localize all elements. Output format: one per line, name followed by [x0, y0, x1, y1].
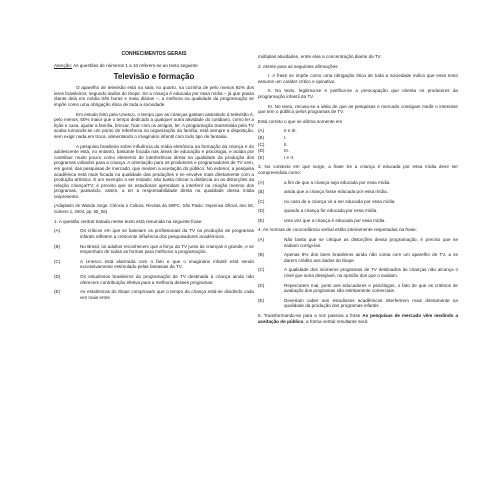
q4-option-a[interactable]	[258, 237, 458, 248]
option-text: III.	[284, 148, 290, 154]
q2-option-d[interactable]	[258, 148, 458, 154]
question-2-stem: 2. Atente para as seguintes afirmações:	[258, 63, 339, 69]
question-4-stem: 4. As normas de concordância verbal estão inteiramente respeitadas na frase:	[258, 227, 417, 233]
q2-statement-iii	[258, 104, 458, 115]
question-1-stem: 1. A questão central tratada nesse texto está resumida na seguinte frase:	[54, 218, 203, 224]
statement-text: A frase se impõe como uma obrigação ética de toda a sociedade indica que esse texto assume um caráter crítico e opinativo.	[258, 73, 458, 84]
right-column	[258, 54, 458, 328]
q5-stem-end: , a forma verbal resultante será:	[303, 318, 369, 324]
option-text: I e II.	[284, 154, 295, 160]
option-text: Deveriam caber aos estudiosos acadêmicos interferirem mais diretamente na qualidade da produção dos programas infantis.	[284, 297, 458, 309]
q1-option-c[interactable]	[54, 259, 254, 270]
q1-option-e-continuation: múltiplas atividades, entre elas a concentração diante da TV.	[258, 54, 382, 59]
q2-statement-i	[258, 73, 458, 84]
question-5-stem	[258, 313, 458, 324]
option-text: Os críticos em que se baseiam os profissionais da TV na produção de programas infantis refletem a crescente influência dos pesquisadores acadêmicos.	[80, 228, 254, 240]
option-key: (A)	[54, 228, 61, 234]
option-text: Os estudiosos brasileiros da programação de TV destinada à criança ainda não oferecem contribuição efetiva para a melhoria desses programas.	[80, 274, 254, 285]
option-text: a fim de que a criança seja educada por essa mídia.	[284, 179, 391, 185]
option-key: (D)	[54, 274, 61, 280]
q2-option-b[interactable]	[258, 135, 458, 141]
option-text: Repercutem mal, junto aos educadores e psicólogos, o fato de que os critérios de avaliação dos programas são estritamente comerciais.	[284, 282, 458, 294]
q4-option-b[interactable]	[258, 252, 458, 263]
q4-option-e[interactable]	[258, 298, 458, 309]
option-key: (C)	[258, 198, 265, 204]
option-text: No Brasil, os adultos reconhecem que a força da TV junto às crianças é grande, e se empenham de todas as formas para melhorar a programação.	[80, 243, 254, 255]
section-title: CONHECIMENTOS GERAIS	[121, 51, 187, 57]
statement-text: No texto, legitima-se e justifica-se a preocupação que orienta os produtores da programação infantil da TV.	[258, 88, 458, 99]
option-text: A qualidade dos inúmeros programas de TV destinados às crianças não alcança o nível que seria desejável, na opinião dos que o avaliam.	[284, 267, 458, 279]
q2-option-e[interactable]	[258, 155, 458, 161]
option-text: As estatísticas do Ibope comprovam que o tempo da criança está-se dividindo cada vez mais entre	[80, 289, 254, 300]
q2-prompt: Está correto o que se afirma somente em	[258, 118, 343, 124]
statement-number: I.	[268, 73, 271, 79]
q5-stem-start: 5. Transformando-se para a voz passiva a frase	[258, 313, 363, 318]
paragraph-2: Em estudo feito pela Unesco, o tempo que as crianças gastam assistindo à televisão é, pelo menos, 50% maior que o tempo dedicado a qualquer outra atividade do cotidiano, como ler a lição e casa, ajudar a família, brincar, ficar com os amigos, ler. A programação transmitida pela TV acaba tornando-se um ponto de referência na organização da família, está sempre a disposição, sem exigir nada em troca, alimentando o imaginário infantil com todo tipo de fantasia.	[54, 111, 254, 139]
q4-option-d[interactable]	[258, 283, 458, 294]
left-column	[54, 52, 254, 304]
option-text: II.	[284, 141, 288, 147]
statement-number: III.	[268, 103, 274, 109]
option-text: quando a criança for educada por essa mídia.	[284, 208, 378, 214]
option-key: (E)	[258, 217, 265, 223]
q3-option-a[interactable]	[258, 180, 458, 186]
paragraph-3: A pesquisa brasileira sobre influência da mídia eletrônica na formação da criança e do adolescente está, no entanto, bastante focada nas áreas de educação e psicologia, e acaba por contribuir muito pouco como elemento de interferência direta na qualidade da produção dos programas voltados para a criança. A orientação para os produtores e programadores de TV vem, em geral, das pesquisas de mercado, que medem a aceitação do público. No exterior, a pesquisa acadêmica está mais focada na qualidade das produções e se envolve mais diretamente com a produção artística. E um exemplo a ser imitado: não basta criticar a distância ou as distorções da relação criança/TV; é preciso que os estudiosos aprendam a interferir na criação mesmo dos programas, passando, assim, a ter a responsabilidade direta na qualidade dessa mídia onipresente.	[54, 143, 254, 199]
option-text: ainda que a criança fosse educada por essa mídia.	[284, 189, 388, 195]
q3-option-d[interactable]	[258, 208, 458, 214]
option-key: (E)	[258, 297, 265, 303]
option-text: no caso de a criança vir a ser educada por essa mídia.	[284, 198, 396, 204]
question-3-stem: 3. No contexto em que surge, a frase Se a criança é educada por essa mídia deve ser compreendida como:	[258, 164, 458, 175]
q1-option-d[interactable]	[54, 274, 254, 285]
option-key: (C)	[258, 141, 265, 147]
q1-option-b[interactable]	[54, 244, 254, 255]
q1-option-e[interactable]	[54, 289, 254, 300]
option-key: (E)	[258, 154, 265, 160]
q2-option-c[interactable]	[258, 142, 458, 148]
option-text: uma vez que a criança é educada por essa mídia.	[284, 217, 386, 223]
statement-number: II.	[268, 88, 272, 94]
intro-text: As questões de números 1 a 10 referem-se ao texto seguinte	[72, 62, 198, 68]
option-key: (B)	[258, 134, 265, 140]
q2-option-a[interactable]	[258, 128, 458, 134]
option-key: (A)	[258, 237, 265, 243]
q1-option-a[interactable]	[54, 228, 254, 239]
option-text: II e III.	[284, 128, 297, 134]
q3-option-e[interactable]	[258, 218, 458, 224]
q3-option-c[interactable]	[258, 199, 458, 205]
option-text: A Unesco está alarmada com o fato e que o imaginário infantil está sendo excessivamente estimulado pelas fantasias da TV.	[80, 258, 254, 270]
option-text: Não basta que se critique as distorções dessa programação, é preciso que se saibam corrigi-las.	[284, 237, 458, 248]
q3-option-b[interactable]	[258, 189, 458, 195]
q4-option-c[interactable]	[258, 267, 458, 278]
option-text: I.	[284, 134, 287, 140]
option-key: (D)	[258, 282, 265, 288]
option-key: (A)	[258, 128, 265, 134]
citation: (Adaptado de Wanda Jorge. Ciência e Cultura. Revista da SBPC. São Paulo: Imprensa Oficial, ano 56, número 1, 2004, pp. 55_56)	[54, 203, 254, 214]
q5-stem-quote: As pesquisas de mercado vêm medindo a aceitação do público	[258, 313, 458, 324]
option-key: (B)	[258, 252, 265, 258]
option-key: (C)	[258, 267, 265, 273]
q2-statement-ii	[258, 88, 458, 99]
option-key: (B)	[258, 189, 265, 195]
option-key: (C)	[54, 258, 61, 264]
option-key: (B)	[54, 243, 61, 249]
option-key: (A)	[258, 179, 265, 185]
option-key: (E)	[54, 289, 61, 295]
option-text: Apenas 8% dos lares brasileiros ainda não conta com um aparelho de TV, a se darem crédito aos dados do Ibope.	[284, 252, 458, 263]
intro-note	[54, 63, 254, 69]
statement-text: No texto, recusa-se a ideia de que as pesquisas e mercado consigam medir o interesse que tem o público pelos programas de TV.	[258, 103, 458, 115]
text-heading: Televisão e formação	[113, 72, 195, 82]
option-key: (D)	[258, 148, 265, 154]
paragraph-1: O aparelho de televisão está na sala; no quarto, na cozinha de pelo menos 92% dos lares brasileiros, segundo dados do Ibope. Se a criança é educada por essa mídia – já que passa diante dela em média três horas e meia diárias –, a melhora na qualidade da programação se impõe como uma obrigação ética de toda a sociedade.	[54, 85, 254, 107]
intro-label: Atenção:	[54, 62, 73, 68]
option-key: (D)	[258, 208, 265, 214]
